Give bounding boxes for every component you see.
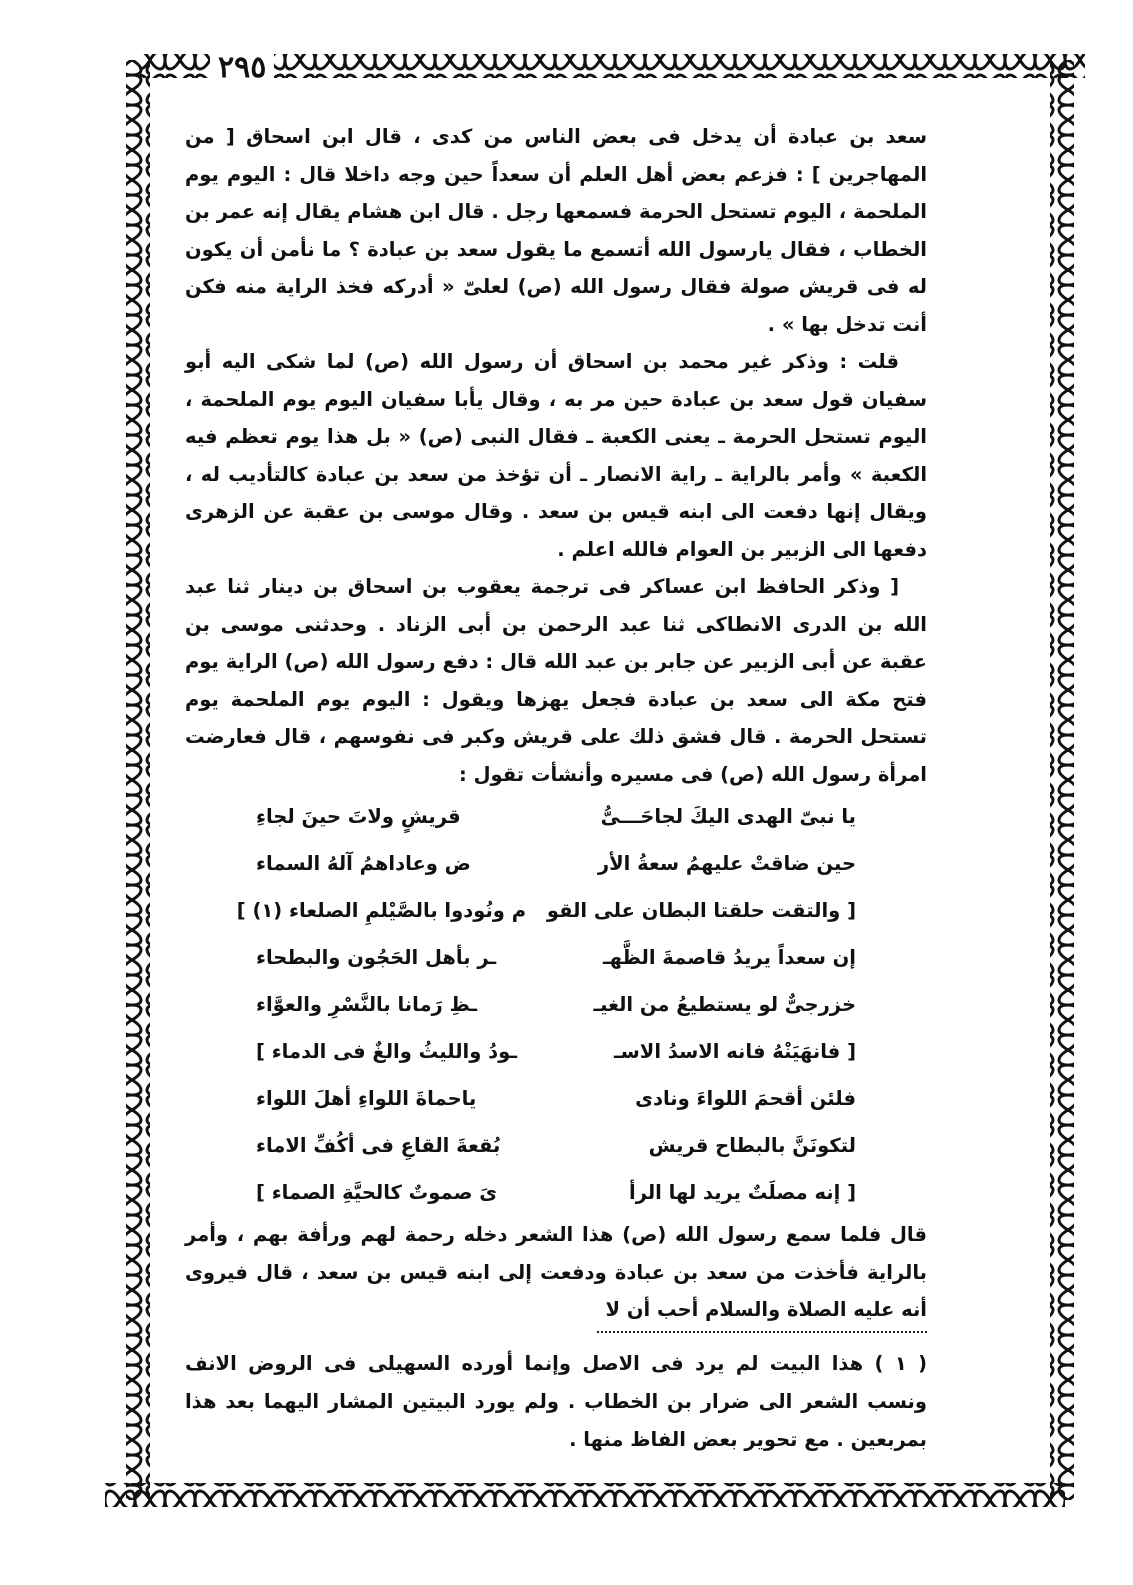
poem-verse — [256, 981, 856, 1028]
poem-verse — [256, 1169, 856, 1216]
footnote — [185, 1345, 927, 1459]
hemistich-second: بُقعةَ القاعِ فى أكُفِّ الاماء — [256, 1134, 501, 1157]
poem-verse — [256, 934, 856, 981]
paragraph: قلت : وذكر غير محمد بن اسحاق أن رسول الله (ص) لما شكى اليه أبو سفيان قول سعد بن عبادة حين مر به ، وقال يأبا سفيان اليوم يوم الملحمة ، اليوم تستحل الحرمة ـ يعنى الكعبة ـ فقال النبى (ص) « بل هذا يوم تعظم فيه الكعبة » وأمر بالراية ـ راية الانصار ـ أن تؤخذ من سعد بن عبادة كالتأديب له ، ويقال إنها دفعت الى ابنه قيس بن سعد . وقال موسى بن عقبة عن الزهرى دفعها الى الزبير بن العوام فالله اعلم . — [185, 350, 927, 561]
poem-verse — [256, 793, 856, 840]
hemistich-second: ـظِ رَمانا بالنَّسْرِ والعوَّاء — [256, 993, 478, 1016]
hemistich-first: إن سعداً يريدُ قاصمةَ الظَّهـ — [602, 946, 856, 969]
hemistich-first: [ إنه مصلَتٌ يريد لها الرأ — [629, 1181, 856, 1204]
hemistich-second: ض وعاداهمُ آلهُ السماء — [256, 852, 471, 875]
hemistich-second: ـودُ والليثُ والغٌ فى الدماء ] — [256, 1040, 518, 1063]
page-number: ٢٩٥ — [210, 50, 274, 86]
footnote-text: ( ١ ) هذا البيت لم يرد فى الاصل وإنما أورده السهيلى فى الروض الانف ونسب الشعر الى ضرار بن الخطاب . ولم يورد البيتين المشار اليهما بعد هذا بمربعين . مع تحوير بعض الفاظ منها . — [185, 1351, 928, 1451]
hemistich-second: ـر بأهل الحَجُون والبطحاء — [256, 946, 497, 969]
paragraph: سعد بن عبادة أن يدخل فى بعض الناس من كدى ، قال ابن اسحاق [ من المهاجرين ] : فزعم بعض أهل العلم أن سعداً حين وجه داخلا قال : اليوم يوم الملحمة ، اليوم تستحل الحرمة فسمعها رجل . قال ابن هشام يقال إنه عمر بن الخطاب ، فقال يارسول الله أتسمع ما يقول سعد بن عبادة ؟ ما نأمن أن يكون له فى قريش صولة فقال رسول الله (ص) لعلىّ « أدركه فخذ الراية منه فكن أنت تدخل بها » . — [185, 125, 927, 336]
hemistich-second: قريشٍ ولاتَ حينَ لجاءِ — [256, 805, 461, 828]
poem-verse — [256, 840, 856, 887]
hemistich-first: حين ضاقتْ عليهمُ سعةُ الأر — [597, 852, 856, 875]
hemistich-first: [ والتقت حلقتا البطان على القو — [546, 899, 856, 922]
hemistich-first: خزرجىٌّ لو يستطيعُ من الغيـ — [593, 993, 856, 1016]
hemistich-first: [ فانهَيَنْهُ فانه الاسدُ الاسـ — [613, 1040, 856, 1063]
hemistich-second: ياحماةَ اللواءِ أهلَ اللواء — [256, 1087, 477, 1110]
poem-verse — [236, 887, 856, 934]
paragraph: [ وذكر الحافظ ابن عساكر فى ترجمة يعقوب بن اسحاق بن دينار ثنا عبد الله بن الدرى الانطاكى ثنا عبد الرحمن بن أبى الزناد . وحدثنى موسى بن عقبة عن أبى الزبير عن جابر بن عبد الله قال : دفع رسول الله (ص) الراية يوم فتح مكة الى سعد بن عبادة فجعل يهزها ويقول : اليوم يوم الملحمة يوم تستحل الحرمة . قال فشق ذلك على قريش وكبر فى نفوسهم ، قال فعارضت امرأة رسول الله (ص) فى مسيره وأنشأت تقول : — [185, 575, 927, 786]
poem-verse — [256, 1122, 856, 1169]
hemistich-first: لتكونَنَّ بالبطاح قريش — [648, 1134, 856, 1157]
hemistich-first: فلئن أقحمَ اللواءَ ونادى — [635, 1087, 856, 1110]
poem-verse — [256, 1075, 856, 1122]
closing-paragraph: قال فلما سمع رسول الله (ص) هذا الشعر دخله رحمة لهم ورأفة بهم ، وأمر بالراية فأخذت من سعد بن عبادة ودفعت إلى ابنه قيس بن سعد ، قال فيروى أنه عليه الصلاة والسلام أحب أن لا — [185, 1223, 927, 1321]
poem — [236, 793, 856, 1216]
hemistich-first: يا نبىّ الهدى اليكَ لجاحَـــىُّ — [600, 805, 856, 828]
hemistich-second: م ونُودوا بالصَّيْلمِ الصلعاء (١) ] — [236, 899, 526, 922]
hemistich-second: ىَ صموتٌ كالحيَّةِ الصماء ] — [256, 1181, 498, 1204]
poem-verse — [256, 1028, 856, 1075]
footnote-divider — [597, 1331, 927, 1333]
text-body — [185, 118, 927, 1459]
